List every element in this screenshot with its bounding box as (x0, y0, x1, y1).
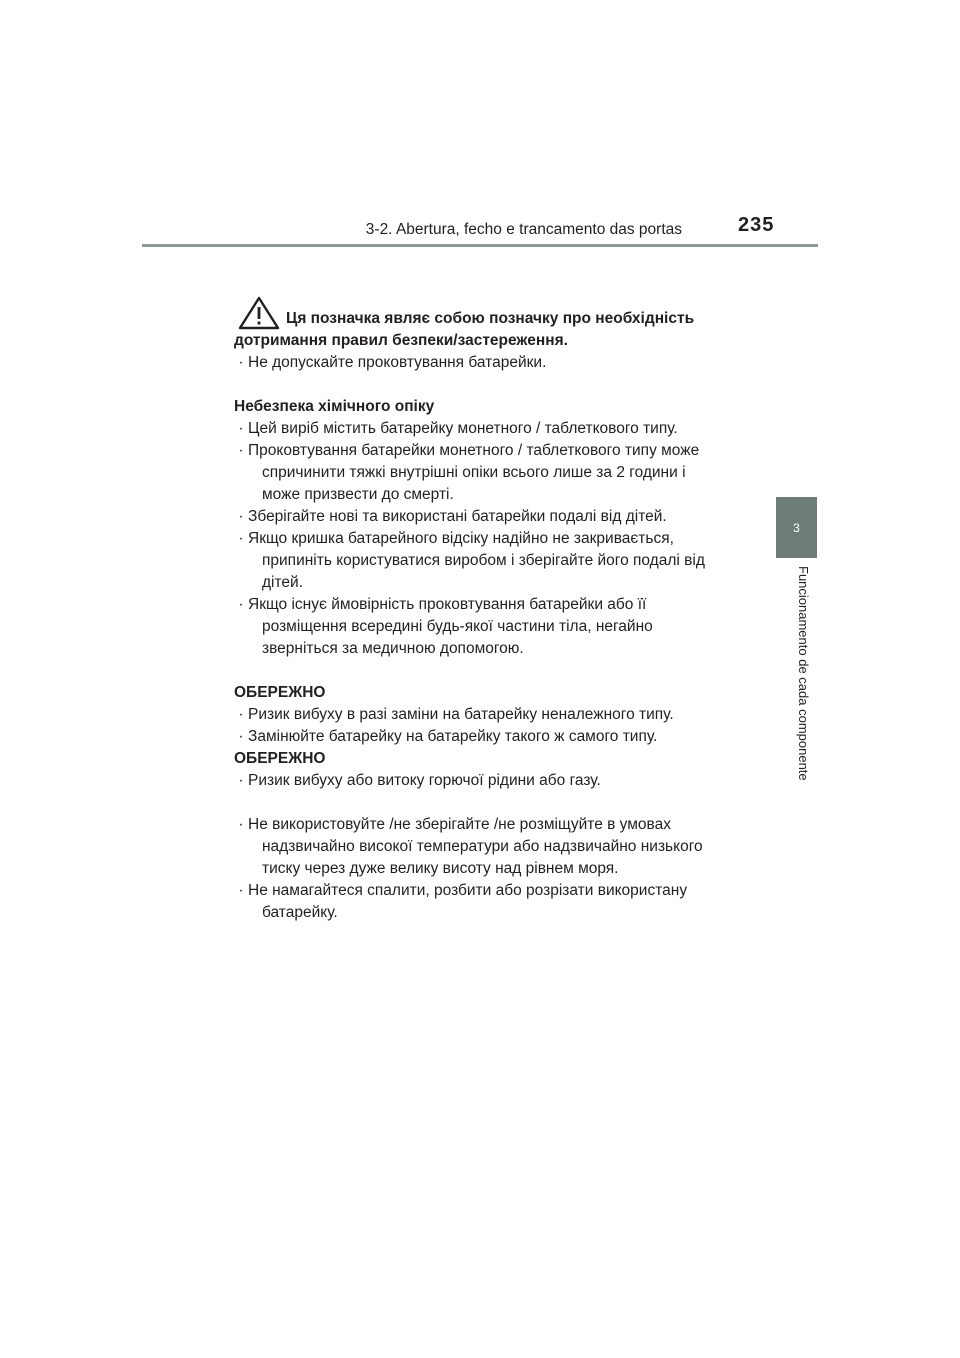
section-heading-chemical-burn: Небезпека хімічного опіку (234, 398, 435, 415)
list-item: · Проковтування батарейки монетного / таблеткового типу може спричинити тяжкі внутрішні опіки всього лише за 2 години і може призвести до смерті. (238, 442, 700, 503)
chapter-tab-number: 3 (793, 520, 800, 535)
list-item: · Якщо кришка батарейного відсіку надійно не закривається, припиніть користуватися виробом і зберігайте його подалі від дітей. (238, 530, 705, 591)
list-item: · Ризик вибуху в разі заміни на батарейку неналежного типу. (238, 706, 674, 723)
list-item: · Не намагайтеся спалити, розбити або розрізати використану батарейку. (238, 882, 688, 921)
warning-line-1: Ця позначка являє собою позначку про необхідність (286, 310, 695, 327)
page-content (234, 308, 734, 924)
list-item: · Замінюйте батарейку на батарейку такого ж самого типу. (238, 728, 658, 745)
header-section-title: 3-2. Abertura, fecho e trancamento das portas (365, 221, 682, 238)
list-item: · Не допускайте проковтування батарейки. (238, 354, 547, 371)
page-number: 235 (738, 214, 775, 236)
section-heading-caution: ОБЕРЕЖНО (234, 684, 326, 701)
chapter-tab (776, 497, 817, 558)
list-item: · Зберігайте нові та використані батарейки подалі від дітей. (238, 508, 667, 525)
header-rule (142, 244, 818, 247)
warning-heading (234, 308, 734, 352)
list-item: · Цей виріб містить батарейку монетного / таблеткового типу. (238, 420, 678, 437)
warning-line-2: дотримання правил безпеки/застереження. (234, 332, 568, 349)
list-item: · Ризик вибуху або витоку горючої рідини або газу. (238, 772, 601, 789)
list-item: · Якщо існує ймовірність проковтування батарейки або її розміщення всередині будь-якої частини тіла, негайно зверніться за медичною допомогою. (238, 596, 653, 657)
warning-triangle-icon (238, 296, 280, 330)
section-heading-caution: ОБЕРЕЖНО (234, 750, 326, 767)
chapter-side-label: Funcionamento de cada componente (796, 566, 811, 781)
list-item: · Не використовуйте /не зберігайте /не розміщуйте в умовах надзвичайно високої температури або надзвичайно низького тиску через дуже велику висоту над рівнем моря. (238, 816, 703, 877)
